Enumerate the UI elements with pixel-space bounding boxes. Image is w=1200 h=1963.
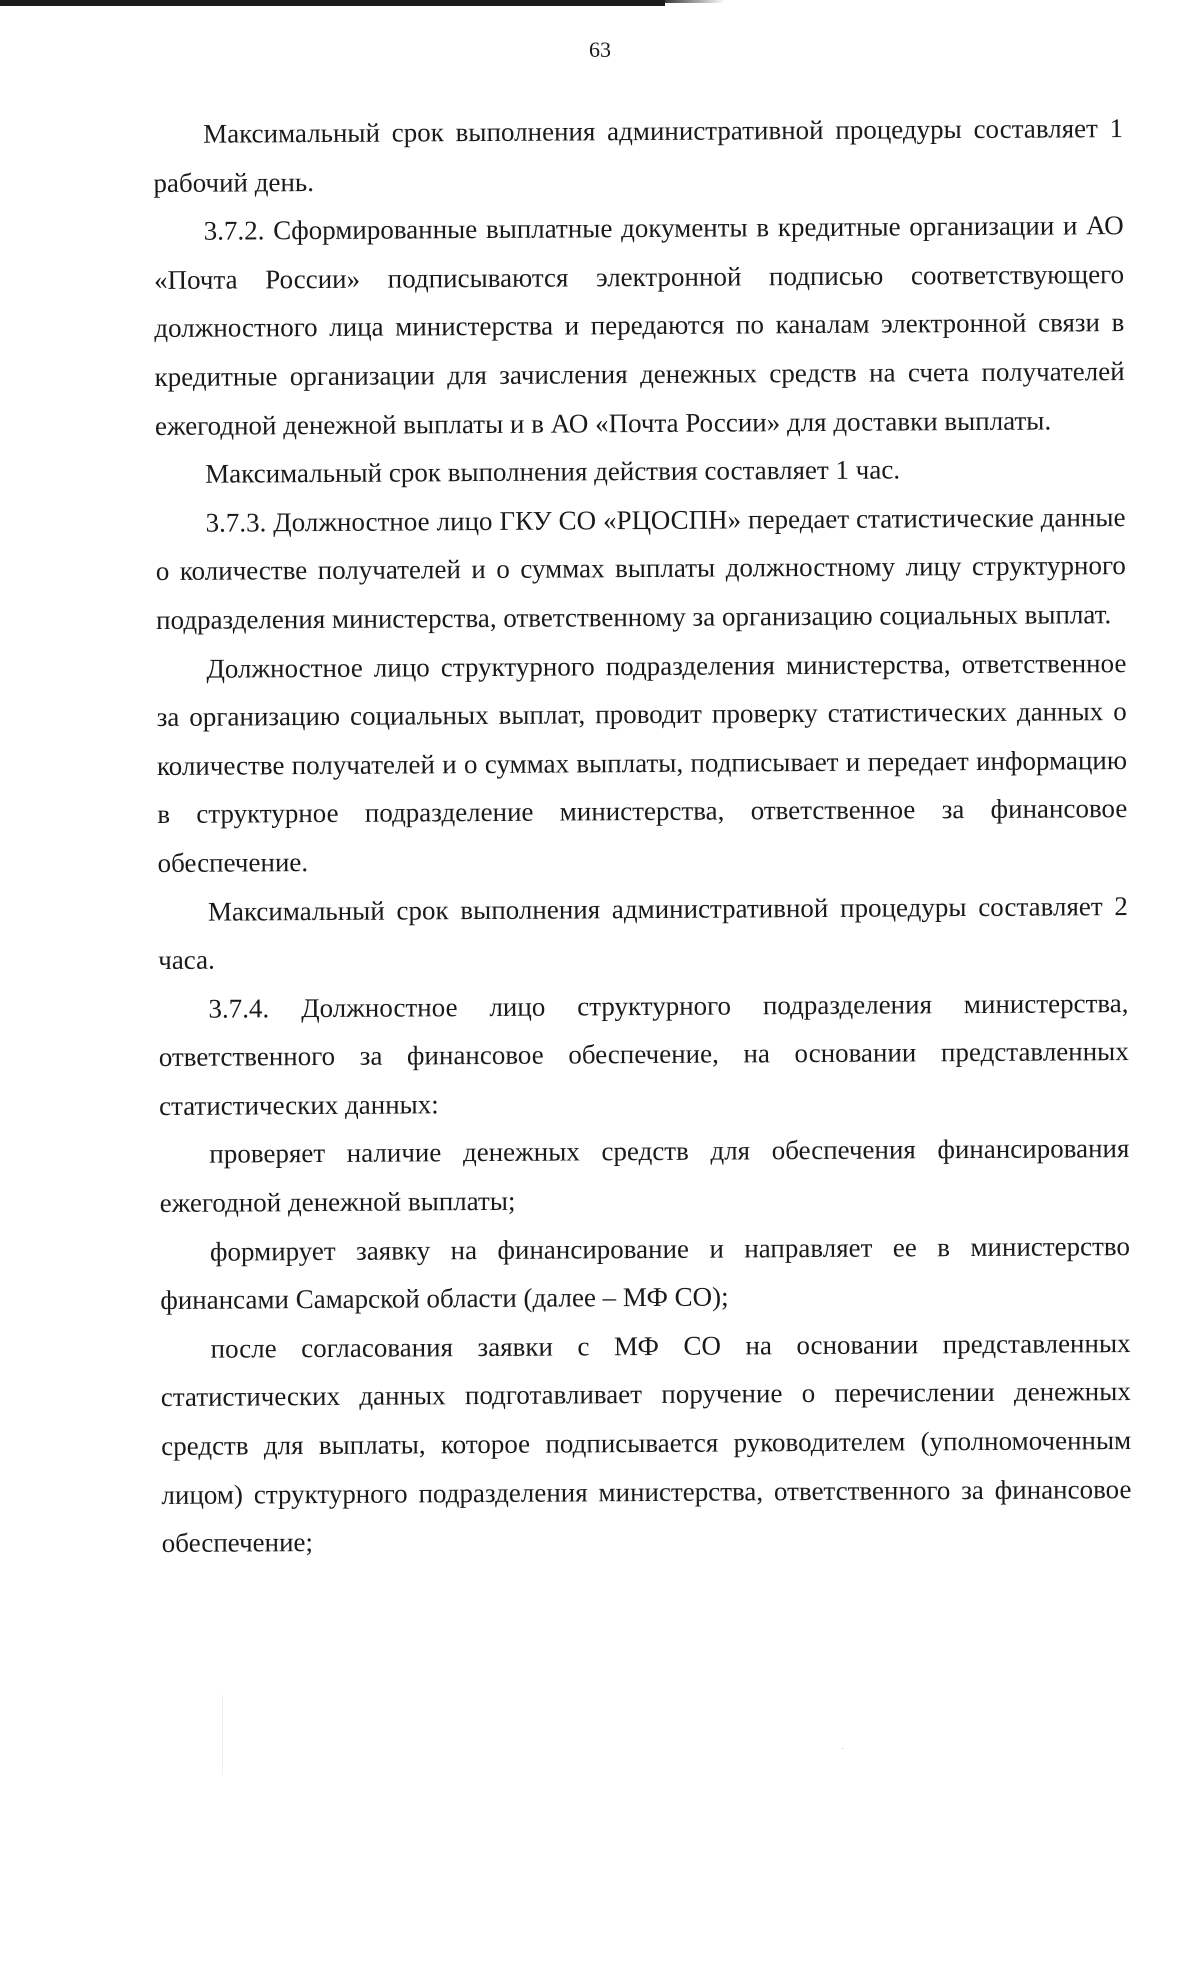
paragraph-after-approval: после согласования заявки с МФ СО на основании представленных статистических данных подготавливает поручение о перечислении денежных средств для выплаты, которое подписывается руководителем (уполномоченным лицом) структурного подразделения министерства, ответственного за финансовое обеспечение; bbox=[160, 1327, 1132, 1559]
scan-edge-bar bbox=[0, 0, 665, 6]
paragraph-forms-request: формирует заявку на финансирование и направляет ее в министерство финансами Самарской области (далее – МФ СО); bbox=[160, 1230, 1131, 1316]
paragraph-official-check: Должностное лицо структурного подразделения министерства, ответственное за организацию социальных выплат, проводит проверку статистических данных о количестве получателей и о суммах выплаты, подписывает и передает информацию в структурное подразделение министерства, ответственное за финансовое обеспечение. bbox=[156, 647, 1128, 878]
document-body bbox=[153, 104, 1132, 1568]
scan-artifact-line bbox=[222, 1695, 223, 1775]
paragraph-max-term-1-hour: Максимальный срок выполнения действия составляет 1 час. bbox=[205, 454, 901, 489]
scan-dust bbox=[842, 1748, 843, 1749]
scan-edge-fade bbox=[665, 0, 725, 3]
paragraph-max-term-1-day: Максимальный срок выполнения административной процедуры составляет 1 рабочий день. bbox=[153, 113, 1124, 198]
paragraph-3-7-2: 3.7.2. Сформированные выплатные документы в кредитные организации и АО «Почта России» подписываются электронной подписью соответствующего должностного лица министерства и передаются по каналам электронной связи в кредитные организации для зачисления денежных средств на счета получателей ежегодной денежной выплаты и в АО «Почта России» для доставки выплаты. bbox=[153, 210, 1125, 441]
paragraph-3-7-3: 3.7.3. Должностное лицо ГКУ СО «РЦОСПН» передает статистические данные о количестве получателей и о суммах выплаты должностному лицу структурного подразделения министерства, ответственному за организацию социальных выплат. bbox=[155, 501, 1126, 635]
page-number: 63 bbox=[589, 37, 611, 62]
paragraph-max-term-2-hours: Максимальный срок выполнения административной процедуры составляет 2 часа. bbox=[158, 890, 1128, 976]
paragraph-3-7-4: 3.7.4. Должностное лицо структурного подразделения министерства, ответственного за финансовое обеспечение, на основании представленных статистических данных: bbox=[158, 987, 1129, 1121]
paragraph-checks-funds: проверяет наличие денежных средств для обеспечения финансирования ежегодной денежной выплаты; bbox=[159, 1133, 1130, 1219]
